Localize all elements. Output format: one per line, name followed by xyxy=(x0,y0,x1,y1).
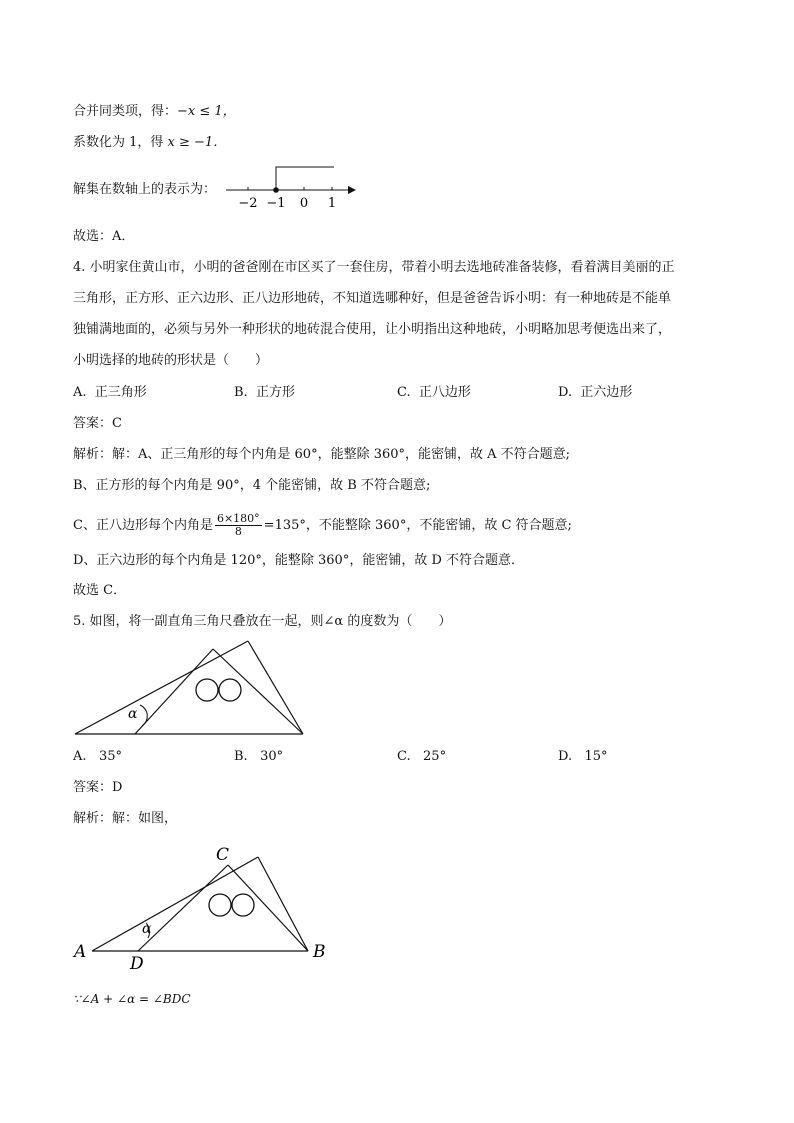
tick-label: 1 xyxy=(327,196,337,211)
q4-analysis-a: 解析：解：A、正三角形的每个内角是 60°，能整除 360°，能密铺，故 A 不符合题意; xyxy=(73,447,571,462)
q4-stem-line: 独铺满地面的，必须与另外一种形状的地砖混合使用，让小明指出这种地砖，小明略加思考便选出来了， xyxy=(73,322,672,337)
point-label-d: D xyxy=(130,954,144,974)
q4-analysis-c: C、正八边形每个内角是 $\frac{6\times 180^\circ}{8}$ =135°，不能整除 360°，不能密铺，故 C 符合题意; xyxy=(73,512,572,538)
q4-analysis-d: D、正六边形的每个内角是 120°，能整除 360°，能密铺，故 D 不符合题意． xyxy=(73,553,525,568)
q4-option-d: D. 正六边形 xyxy=(558,385,633,400)
point-label-b: B xyxy=(313,942,326,962)
q4-option-b: B. 正方形 xyxy=(234,385,295,400)
q4-answer: 答案：C xyxy=(73,416,122,431)
tick-label: −1 xyxy=(266,196,286,211)
number-line-figure xyxy=(222,160,362,212)
merge-like-terms-line: 合并同类项，得：−x ≤ 1， xyxy=(73,104,236,119)
point-label-a: A xyxy=(74,942,87,962)
tick-label: 0 xyxy=(299,196,309,211)
q3-conclusion: 故选：A． xyxy=(73,229,135,244)
q5-last-line: ∵∠A + ∠α = ∠BDC xyxy=(73,992,191,1006)
q4-option-c: C. 正八边形 xyxy=(397,385,471,400)
q4-analysis-b: B、正方形的每个内角是 90°，4 个能密铺，故 B 不符合题意; xyxy=(73,478,431,493)
coefficient-line: 系数化为 1，得 x ≥ −1． xyxy=(73,135,227,150)
q5-analysis: 解析：解：如图， xyxy=(73,811,178,826)
alpha-label: α xyxy=(128,706,138,722)
q5-answer: 答案：D xyxy=(73,780,123,795)
solution-set-bracket xyxy=(276,167,334,190)
q5-option-a: A. 35° xyxy=(73,749,122,764)
q4-stem-line: 4. 小明家住黄山市，小明的爸爸刚在市区买了一套住房，带着小明去选地砖准备装修，看着满目美丽的正 xyxy=(73,260,675,275)
point-label-c: C xyxy=(216,845,230,865)
fraction: $\frac{6\times 180^\circ}{8}$ xyxy=(216,512,260,538)
q4-option-a: A. 正三角形 xyxy=(73,385,147,400)
q5-option-b: B. 30° xyxy=(234,749,284,764)
solution-endpoint-dot xyxy=(273,187,279,193)
number-line-label: 解集在数轴上的表示为： xyxy=(73,182,217,197)
q5-option-c: C. 25° xyxy=(397,749,447,764)
q5-stem: 5. 如图，将一副直角三角尺叠放在一起，则∠α 的度数为（ ） xyxy=(73,614,452,629)
q4-conclusion: 故选 C． xyxy=(73,583,127,598)
alpha-label: α xyxy=(142,921,152,937)
q5-option-d: D. 15° xyxy=(558,749,608,764)
tick-label: −2 xyxy=(238,196,258,211)
q4-stem-line: 小明选择的地砖的形状是（ ） xyxy=(73,353,269,368)
number-line-arrow xyxy=(348,186,356,194)
set-squares-figure xyxy=(70,636,310,738)
q4-stem-line: 三角形，正方形、正六边形、正八边形地砖，不知道选哪种好，但是爸爸告诉小明：有一种地砖是不能单 xyxy=(73,291,672,306)
labeled-set-squares-figure xyxy=(70,840,340,975)
